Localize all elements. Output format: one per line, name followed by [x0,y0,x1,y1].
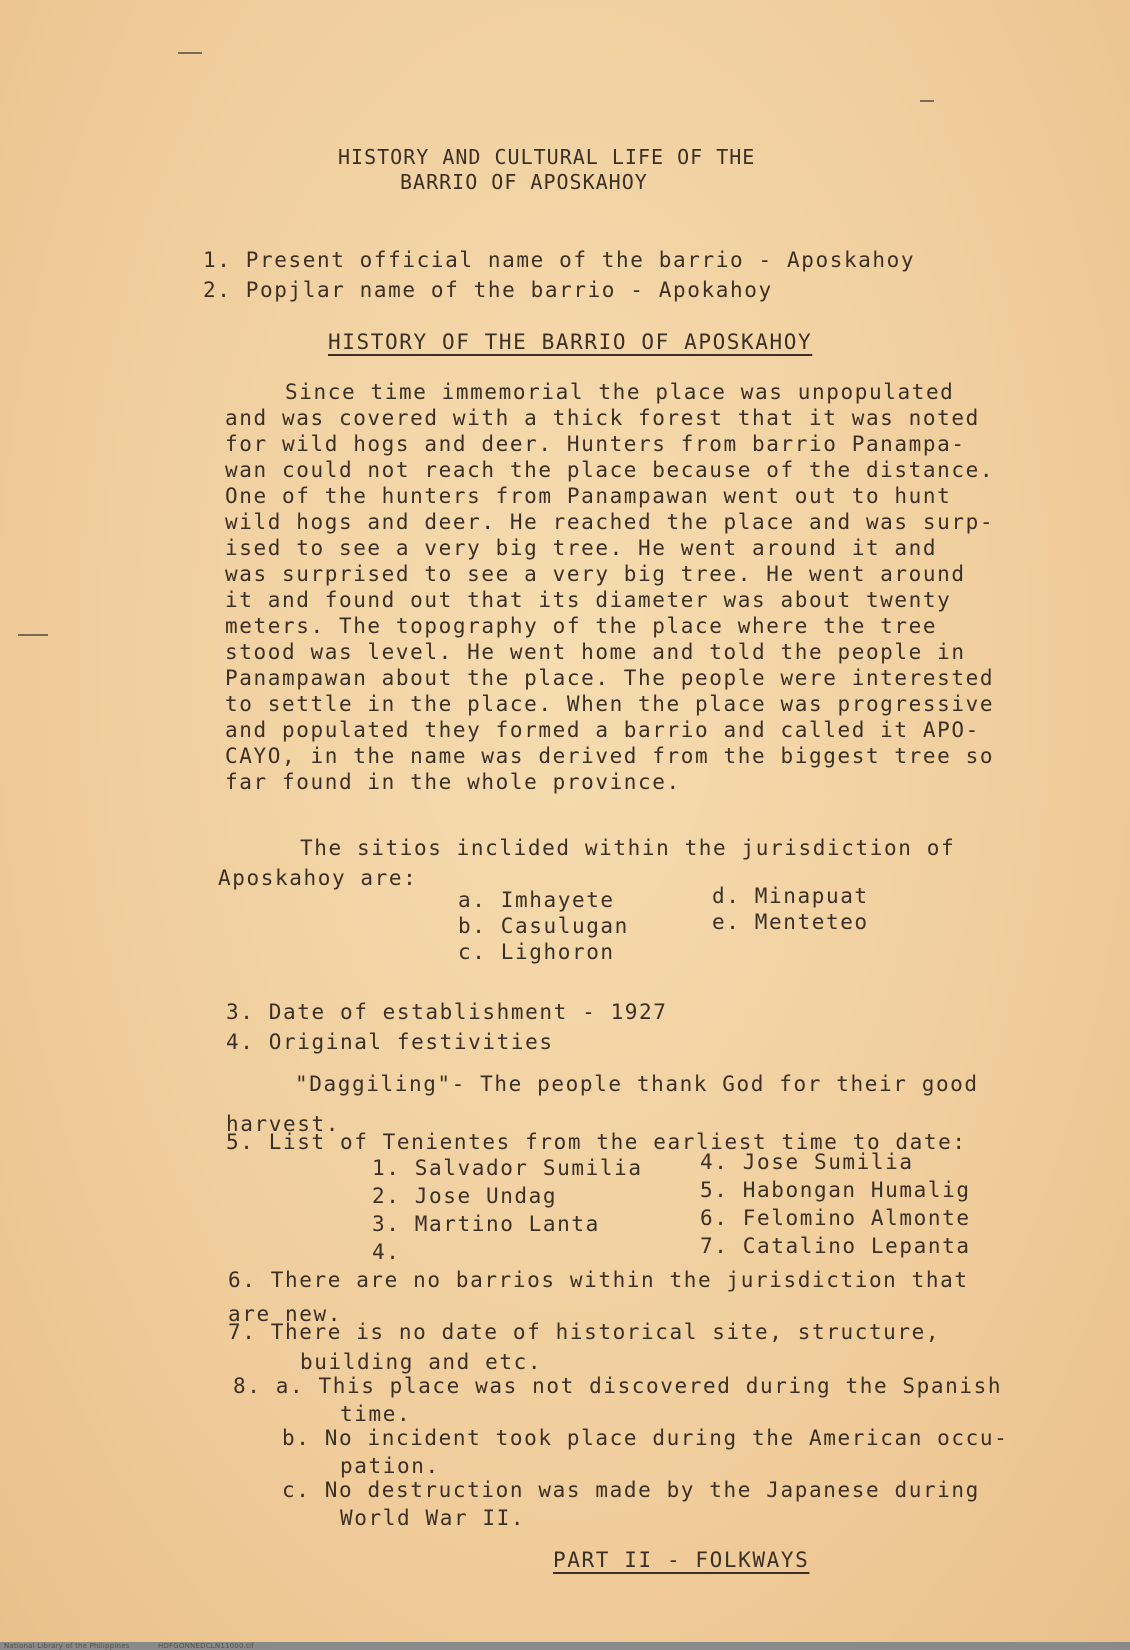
sitio-item: a. Imhayete [458,888,615,912]
teniente-item: 2. Jose Undag [372,1184,558,1208]
history-line: to settle in the place. When the place was progressive [225,692,995,716]
sitio-item: b. Casulugan [458,914,629,938]
item-new-barrios: 6. There are no barrios within the jurisdiction that [228,1268,969,1292]
item-tenientes: 5. List of Tenientes from the earliest time to date: [226,1130,967,1154]
history-line: was surprised to see a very big tree. He went around [225,562,966,586]
history-line: wild hogs and deer. He reached the place and was surp- [225,510,995,534]
item-spanish-time: 8. a. This place was not discovered during the Spanish [233,1374,1003,1398]
teniente-item: 1. Salvador Sumilia [372,1156,643,1180]
history-line: One of the hunters from Panampawan went out to hunt [225,484,952,508]
footer-filename: HDFGONNEDCLN11000.tif [158,1642,254,1650]
history-line: CAYO, in the name was derived from the biggest tree so [225,744,995,768]
history-heading: HISTORY OF THE BARRIO OF APOSKAHOY [328,330,813,354]
item-popular-name: 2. Popjlar name of the barrio - Apokahoy [203,278,773,302]
sitios-intro: The sitios inclided within the jurisdiction of [300,836,956,860]
item-american-occupation: b. No incident took place during the American occu- [282,1426,1009,1450]
history-line: and populated they formed a barrio and called it APO- [225,718,980,742]
title-line-2: BARRIO OF APOSKAHOY [400,170,648,194]
history-line: Since time immemorial the place was unpopulated [285,380,955,404]
teniente-item: 5. Habongan Humalig [700,1178,971,1202]
history-line: it and found out that its diameter was about twenty [225,588,952,612]
item-date-established: 3. Date of establishment - 1927 [226,1000,668,1024]
festivity-description-cont: harvest. [226,1112,340,1136]
part-two-heading: PART II - FOLKWAYS [553,1548,810,1572]
item-official-name: 1. Present official name of the barrio - Aposkahoy [203,248,916,272]
history-line: Panampawan about the place. The people were interested [225,666,995,690]
history-line: and was covered with a thick forest that it was noted [225,406,980,430]
teniente-item: 7. Catalino Lepanta [700,1234,971,1258]
teniente-item: 6. Felomino Almonte [700,1206,971,1230]
ink-mark [920,100,934,102]
ink-mark [18,634,48,636]
footer-source: National Library of the Philippines [4,1642,130,1650]
teniente-item: 3. Martino Lanta [372,1212,600,1236]
title-line-1: HISTORY AND CULTURAL LIFE OF THE [338,145,756,169]
sitio-item: c. Lighoron [458,940,615,964]
item-american-occupation-cont: pation. [340,1454,440,1478]
sitio-item: e. Menteteo [712,910,869,934]
item-japanese-destruction: c. No destruction was made by the Japanese during [282,1478,980,1502]
item-spanish-time-cont: time. [340,1402,412,1426]
history-line: far found in the whole province. [225,770,681,794]
item-japanese-destruction-cont: World War II. [340,1506,526,1530]
teniente-item: 4. Jose Sumilia [700,1150,914,1174]
teniente-item: 4. [372,1240,401,1264]
sitio-item: d. Minapuat [712,884,869,908]
festivity-description: "Daggiling"- The people thank God for their good [295,1072,979,1096]
history-line: ised to see a very big tree. He went around it and [225,536,938,560]
item-historical-sites: 7. There is no date of historical site, structure, [228,1320,941,1344]
history-line: stood was level. He went home and told the people in [225,640,966,664]
item-historical-sites-cont: building and etc. [300,1350,543,1374]
history-line: meters. The topography of the place where the tree [225,614,938,638]
item-original-festivities: 4. Original festivities [226,1030,554,1054]
history-line: for wild hogs and deer. Hunters from barrio Panampa- [225,432,966,456]
item-new-barrios-cont: are new. [228,1302,342,1326]
sitios-intro-cont: Aposkahoy are: [218,866,418,890]
ink-mark [178,52,202,54]
history-line: wan could not reach the place because of the distance. [225,458,995,482]
